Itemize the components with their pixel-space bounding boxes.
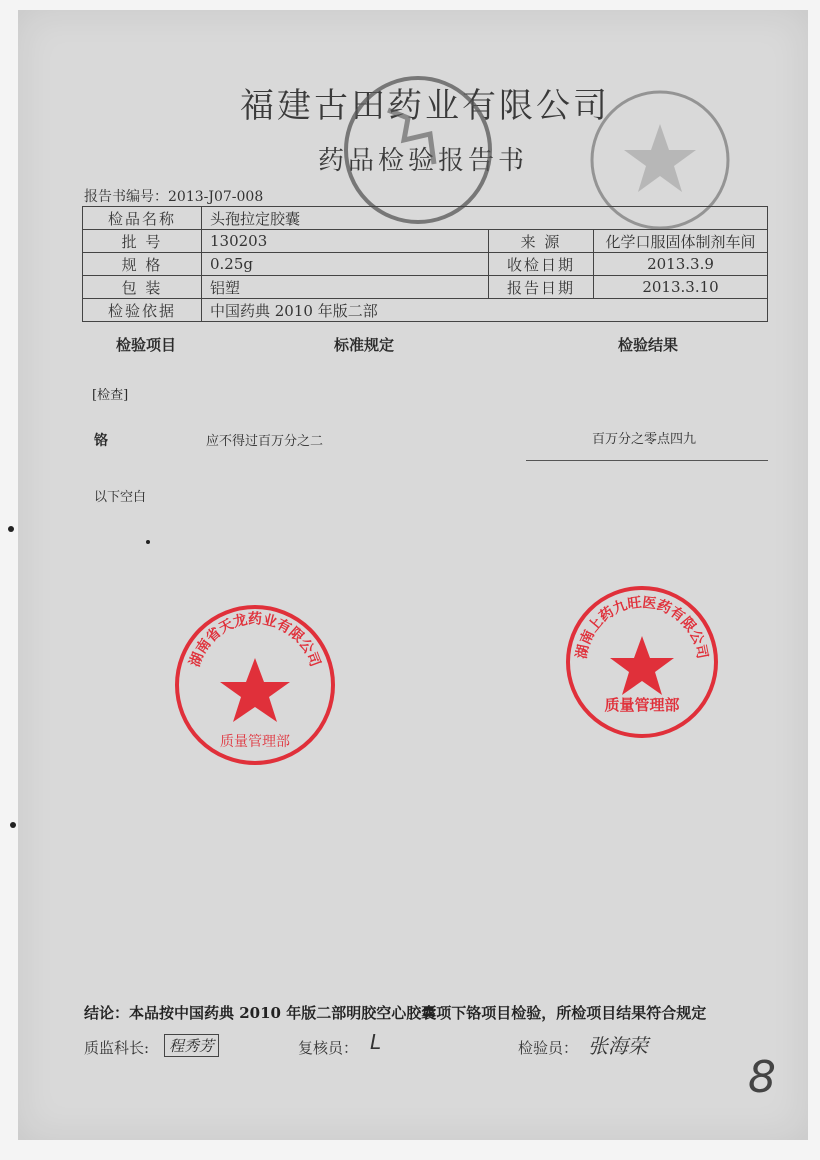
package-value: 铝塑 [202,276,489,299]
product-value: 头孢拉定胶囊 [202,207,768,230]
report-date-label: 报告日期 [489,276,594,299]
source-label: 来 源 [489,230,594,253]
result-underline [526,460,768,461]
spec-value: 0.25g [202,253,489,276]
column-standard: 标准规定 [334,336,395,354]
batch-label: 批 号 [83,230,202,253]
info-table [82,206,768,322]
basis-value: 中国药典 2010 年版二部 [202,299,768,322]
company-name: 福建古田药业有限公司 [240,86,610,126]
document-title: 药品检验报告书 [318,146,529,176]
inspector-signature: 张海荣 [588,1034,648,1058]
qc-head-label: 质监科长: [84,1039,150,1057]
received-value: 2013.3.9 [594,253,768,276]
test-standard: 应不得过百万分之二 [206,434,324,449]
end-note: 以下空白 [94,490,147,505]
section-label: [检查] [92,388,129,403]
package-label: 包 装 [83,276,202,299]
punch-hole [8,526,14,532]
test-item: 铬 [94,433,108,449]
qc-head-signature: 程秀芳 [164,1034,219,1057]
punch-hole [10,822,16,828]
stamp-right-arc-text: 湖南上药九旺医药有限公司 [573,594,711,661]
red-stamp-right [562,582,722,742]
stamp-left-dept: 质量管理部 [220,734,290,750]
conclusion: 结论：本品按中国药典 2010 年版二部明胶空心胶囊项下铬项目检验，所检项目结果符合规定 [84,1004,707,1022]
source-value: 化学口服固体制剂车间 [594,230,768,253]
report-date-value: 2013.3.10 [594,276,768,299]
column-result: 检验结果 [618,336,679,354]
table-row [83,230,768,253]
spec-label: 规 格 [83,253,202,276]
stamp-left-arc-text: 湖南省天龙药业有限公司 [187,611,323,670]
basis-label: 检验依据 [83,299,202,322]
speck [146,540,150,544]
table-row [83,299,768,322]
reviewer-signature: L [370,1030,382,1054]
test-result: 百万分之零点四九 [592,432,697,447]
reviewer-label: 复核员： [298,1039,359,1057]
received-label: 收检日期 [489,253,594,276]
table-row [83,207,768,230]
product-label: 检品名称 [83,207,202,230]
inspector-label: 检验员： [518,1039,579,1057]
table-row [83,253,768,276]
batch-value: 130203 [202,230,489,253]
stamp-right-dept: 质量管理部 [604,696,680,714]
page-number: 8 [748,1052,776,1103]
red-stamp-left [170,600,340,770]
table-row [83,276,768,299]
report-number: 报告书编号：2013-J07-008 [84,189,264,205]
column-item: 检验项目 [116,336,177,354]
